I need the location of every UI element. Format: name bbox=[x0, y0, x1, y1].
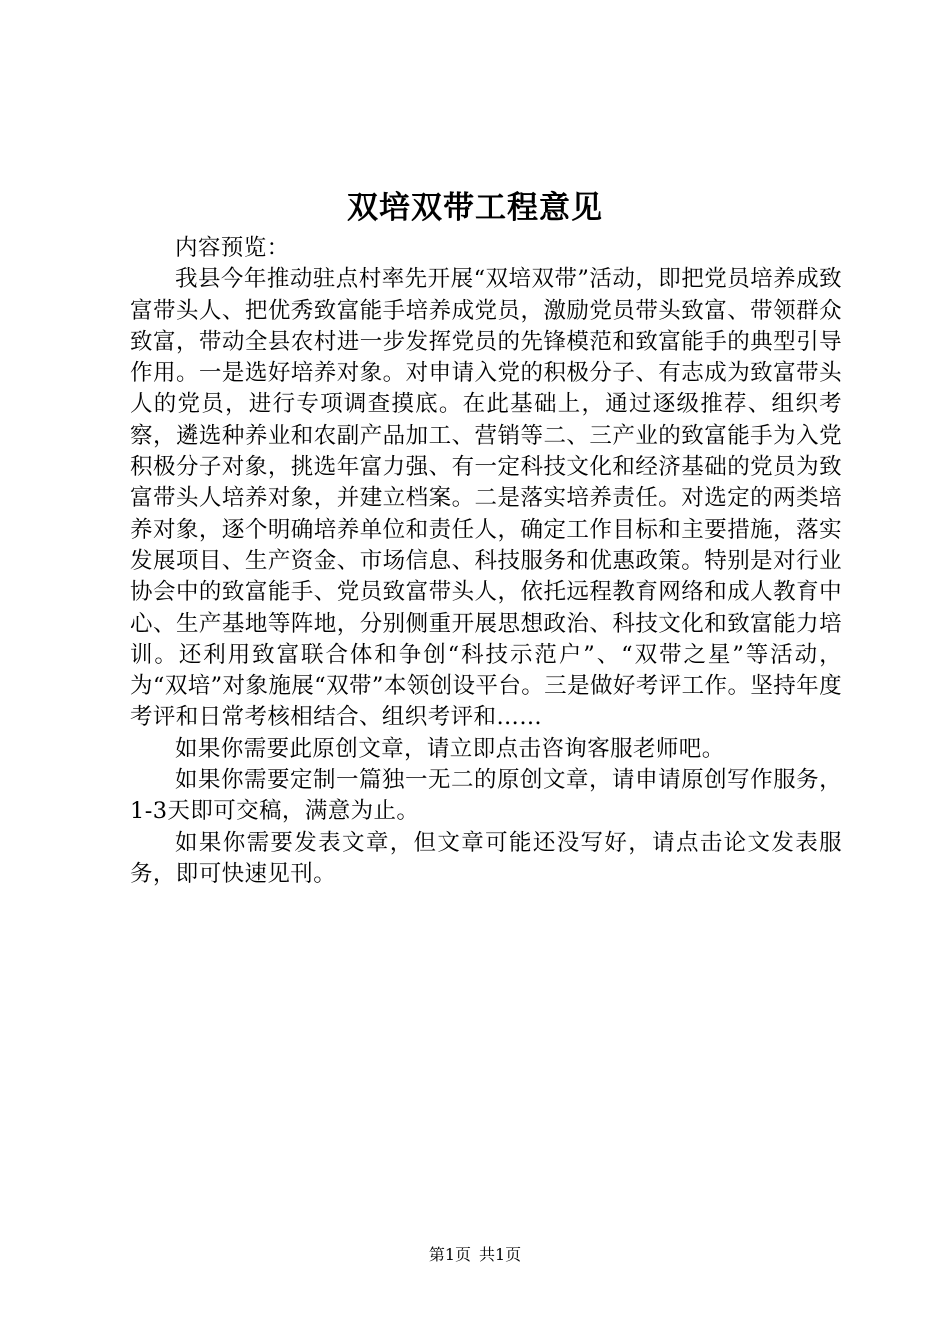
page-total: 共1页 bbox=[479, 1245, 522, 1264]
page-number: 第1页 bbox=[428, 1245, 471, 1264]
document-title: 双培双带工程意见 bbox=[347, 190, 603, 226]
page-footer bbox=[0, 1244, 950, 1266]
publishing-paragraph: 如果你需要发表文章，但文章可能还没写好，请点击论文发表服务，即可快速见刊。 bbox=[130, 829, 842, 887]
custom-writing-paragraph: 如果你需要定制一篇独一无二的原创文章，请申请原创写作服务，1-3天即可交稿，满意为止。 bbox=[130, 767, 842, 825]
preview-label: 内容预览： bbox=[175, 235, 290, 261]
preview-paragraph: 我县今年推动驻点村率先开展“双培双带”活动，即把党员培养成致富带头人、把优秀致富能手培养成党员，激励党员带头致富、带领群众致富，带动全县农村进一步发挥党员的先锋模范和致富能手的典型引导作用。一是选好培养对象。对申请入党的积极分子、有志成为致富带头人的党员，进行专项调查摸底。在此基础上，通过逐级推荐、组织考察，遴选种养业和农副产品加工、营销等二、三产业的致富能手为入党积极分子对象，挑选年富力强、有一定科技文化和经济基础的党员为致富带头人培养对象，并建立档案。二是落实培养责任。对选定的两类培养对象，逐个明确培养单位和责任人，确定工作目标和主要措施，落实发展项目、生产资金、市场信息、科技服务和优惠政策。特别是对行业协会中的致富能手、党员致富带头人，依托远程教育网络和成人教育中心、生产基地等阵地，分别侧重开展思想政治、科技文化和致富能力培训。还利用致富联合体和争创“科技示范户”、“双带之星”等活动，为“双培”对象施展“双带”本领创设平台。三是做好考评工作。坚持年度考评和日常考核相结合、组织考评和…… bbox=[130, 266, 842, 731]
consult-paragraph: 如果你需要此原创文章，请立即点击咨询客服老师吧。 bbox=[175, 735, 725, 762]
document-body bbox=[130, 233, 842, 890]
